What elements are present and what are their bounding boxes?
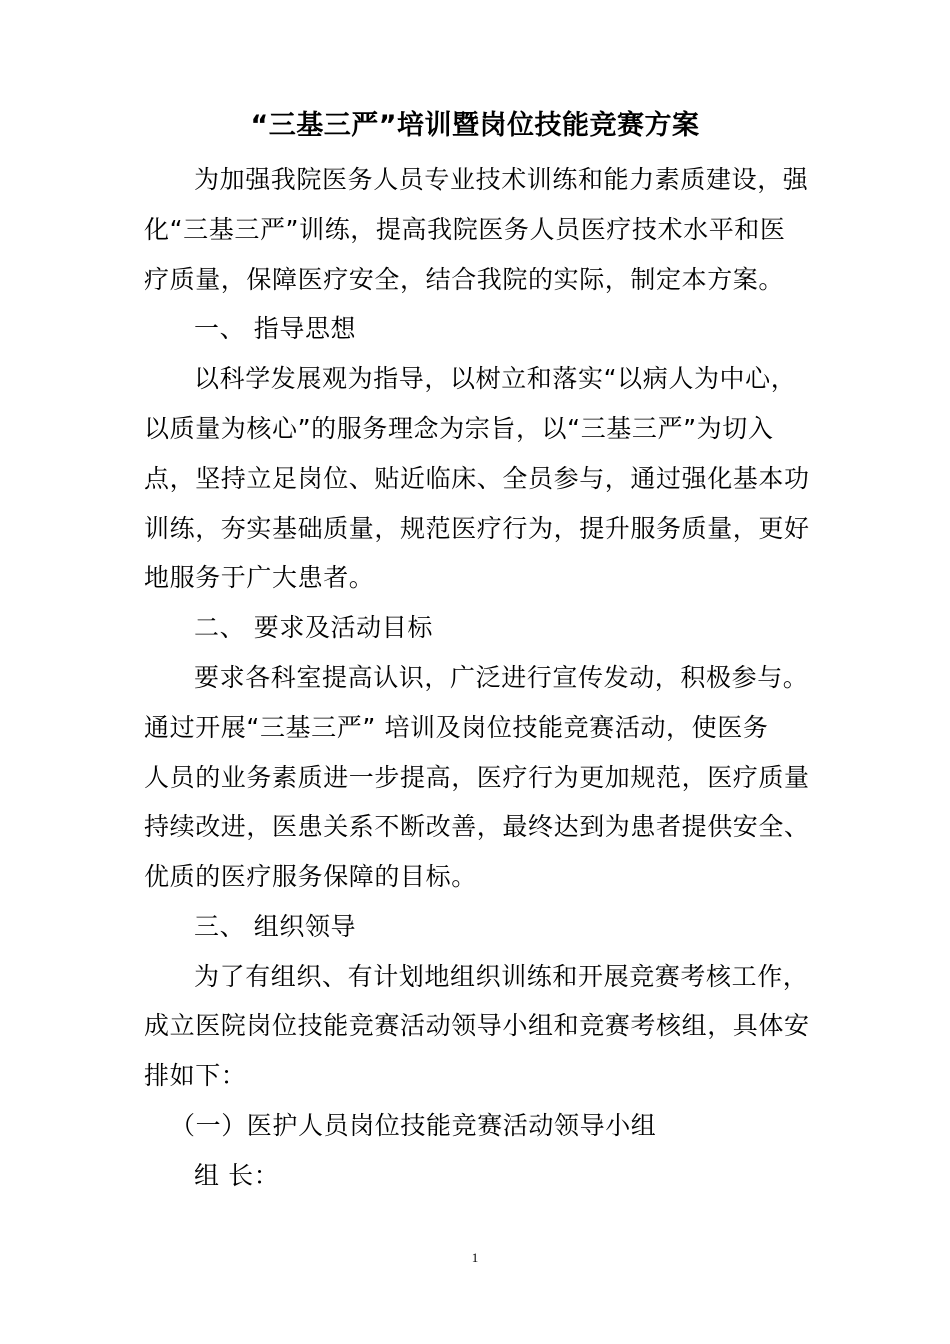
paragraph-line: 化“三基三严”训练，提高我院医务人员医疗技术水平和医	[144, 215, 786, 244]
document-title: “三基三严”培训暨岗位技能竞赛方案	[250, 110, 700, 141]
page-number: 1	[471, 1250, 479, 1265]
paragraph-line: 成立医院岗位技能竞赛活动领导小组和竞赛考核组，具体安	[144, 1011, 810, 1040]
paragraph-line: 为了有组织、有计划地组织训练和开展竞赛考核工作，	[194, 962, 809, 991]
paragraph-line: 以科学发展观为指导，以树立和落实“以病人为中心，	[194, 364, 797, 393]
subsection-heading: （一）医护人员岗位技能竞赛活动领导小组	[170, 1111, 657, 1140]
paragraph-line: 训练，夯实基础质量，规范医疗行为，提升服务质量，更好	[144, 514, 810, 543]
group-leader-label: 组 长：	[194, 1161, 280, 1190]
paragraph-line: 通过开展“三基三严” 培训及岗位技能竞赛活动，使医务	[144, 713, 769, 742]
paragraph-line: 地服务于广大患者。	[144, 563, 375, 592]
paragraph-line: 优质的医疗服务保障的目标。	[144, 862, 477, 891]
paragraph-line: 排如下：	[144, 1061, 247, 1090]
section-heading: 三、 组织领导	[194, 912, 357, 941]
paragraph-line: 要求各科室提高认识，广泛进行宣传发动，积极参与。	[194, 663, 809, 692]
paragraph-line: 人员的业务素质进一步提高，医疗行为更加规范，医疗质量	[144, 763, 810, 792]
paragraph-line: 点，坚持立足岗位、贴近临床、全员参与，通过强化基本功	[144, 464, 810, 493]
paragraph-line: 为加强我院医务人员专业技术训练和能力素质建设，强	[194, 165, 809, 194]
section-heading: 一、 指导思想	[194, 314, 357, 343]
section-heading: 二、 要求及活动目标	[194, 613, 433, 642]
paragraph-line: 持续改进，医患关系不断改善，最终达到为患者提供安全、	[144, 812, 810, 841]
paragraph-line: 以质量为核心”的服务理念为宗旨，以“三基三严”为切入	[144, 414, 774, 443]
paragraph-line: 疗质量，保障医疗安全，结合我院的实际，制定本方案。	[144, 265, 785, 294]
